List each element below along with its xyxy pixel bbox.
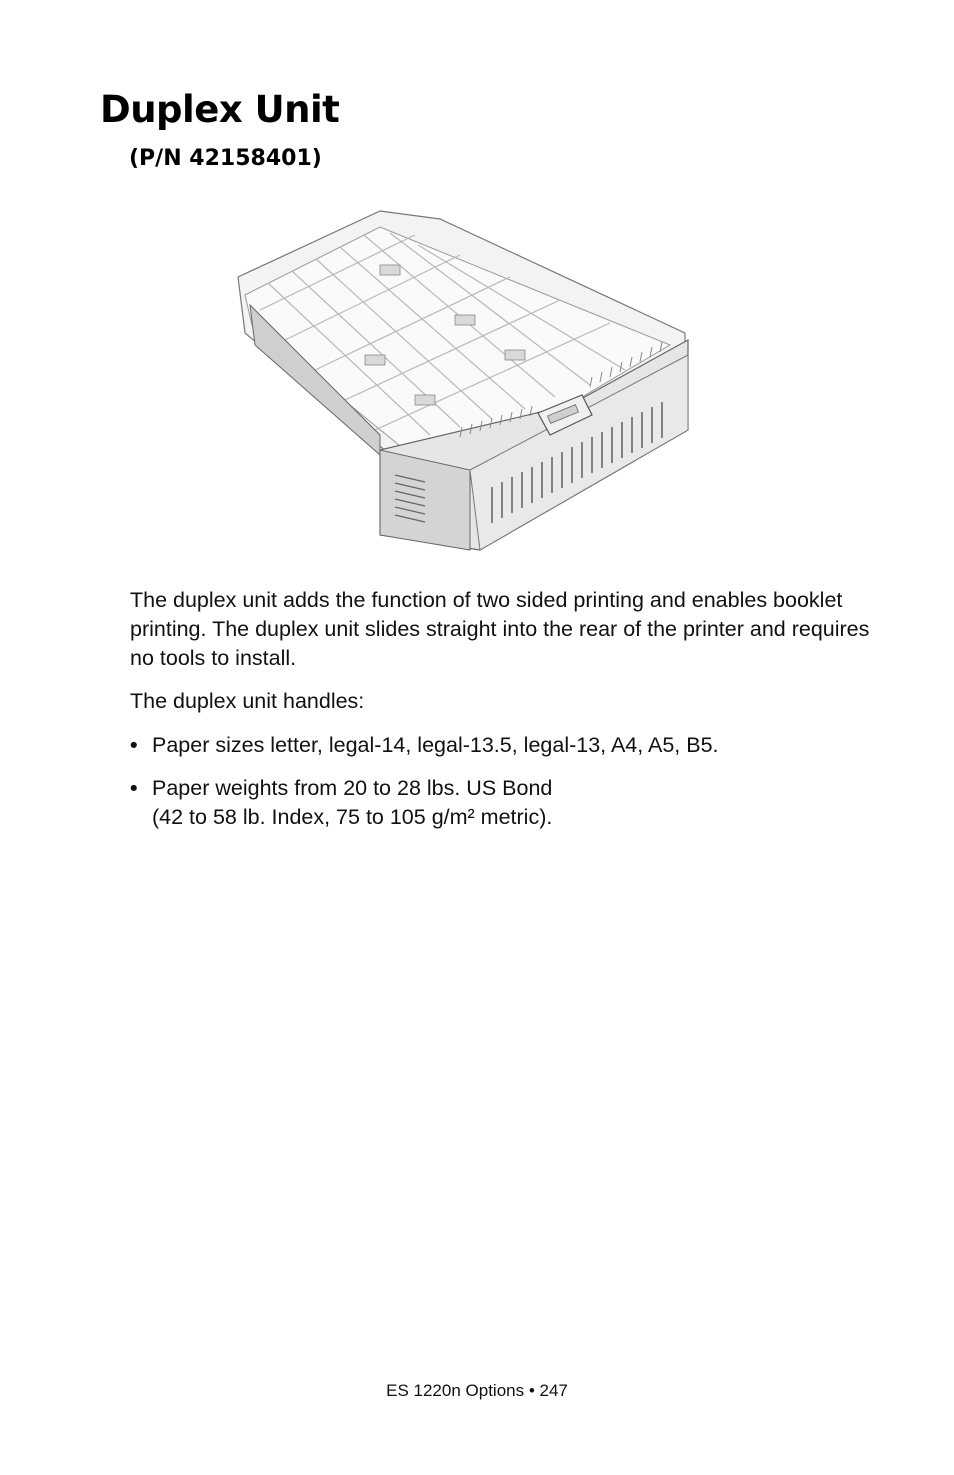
list-item-text: (42 to 58 lb. Index, 75 to 105 g/m² metric).: [152, 805, 553, 829]
duplex-unit-drawing: [230, 205, 700, 565]
page-footer: ES 1220n Options • 247: [386, 1381, 568, 1400]
page-title: Duplex Unit: [100, 88, 340, 131]
bullet-icon: •: [130, 733, 138, 757]
list-item-text: Paper weights from 20 to 28 lbs. US Bond: [152, 776, 553, 800]
handles-paragraph: The duplex unit handles:: [130, 689, 365, 713]
part-number: (P/N 42158401): [129, 146, 322, 171]
intro-paragraph: The duplex unit adds the function of two sided printing and enables booklet printing. The duplex unit slides straight into the rear of the printer and requires no tools to install.: [130, 588, 870, 670]
duplex-unit-illustration: [230, 205, 700, 565]
specs-list: [130, 731, 870, 846]
list-item: [130, 774, 870, 832]
list-item: [130, 731, 870, 760]
bullet-icon: •: [130, 776, 138, 800]
list-item-text: Paper sizes letter, legal-14, legal-13.5, legal-13, A4, A5, B5.: [152, 733, 719, 757]
